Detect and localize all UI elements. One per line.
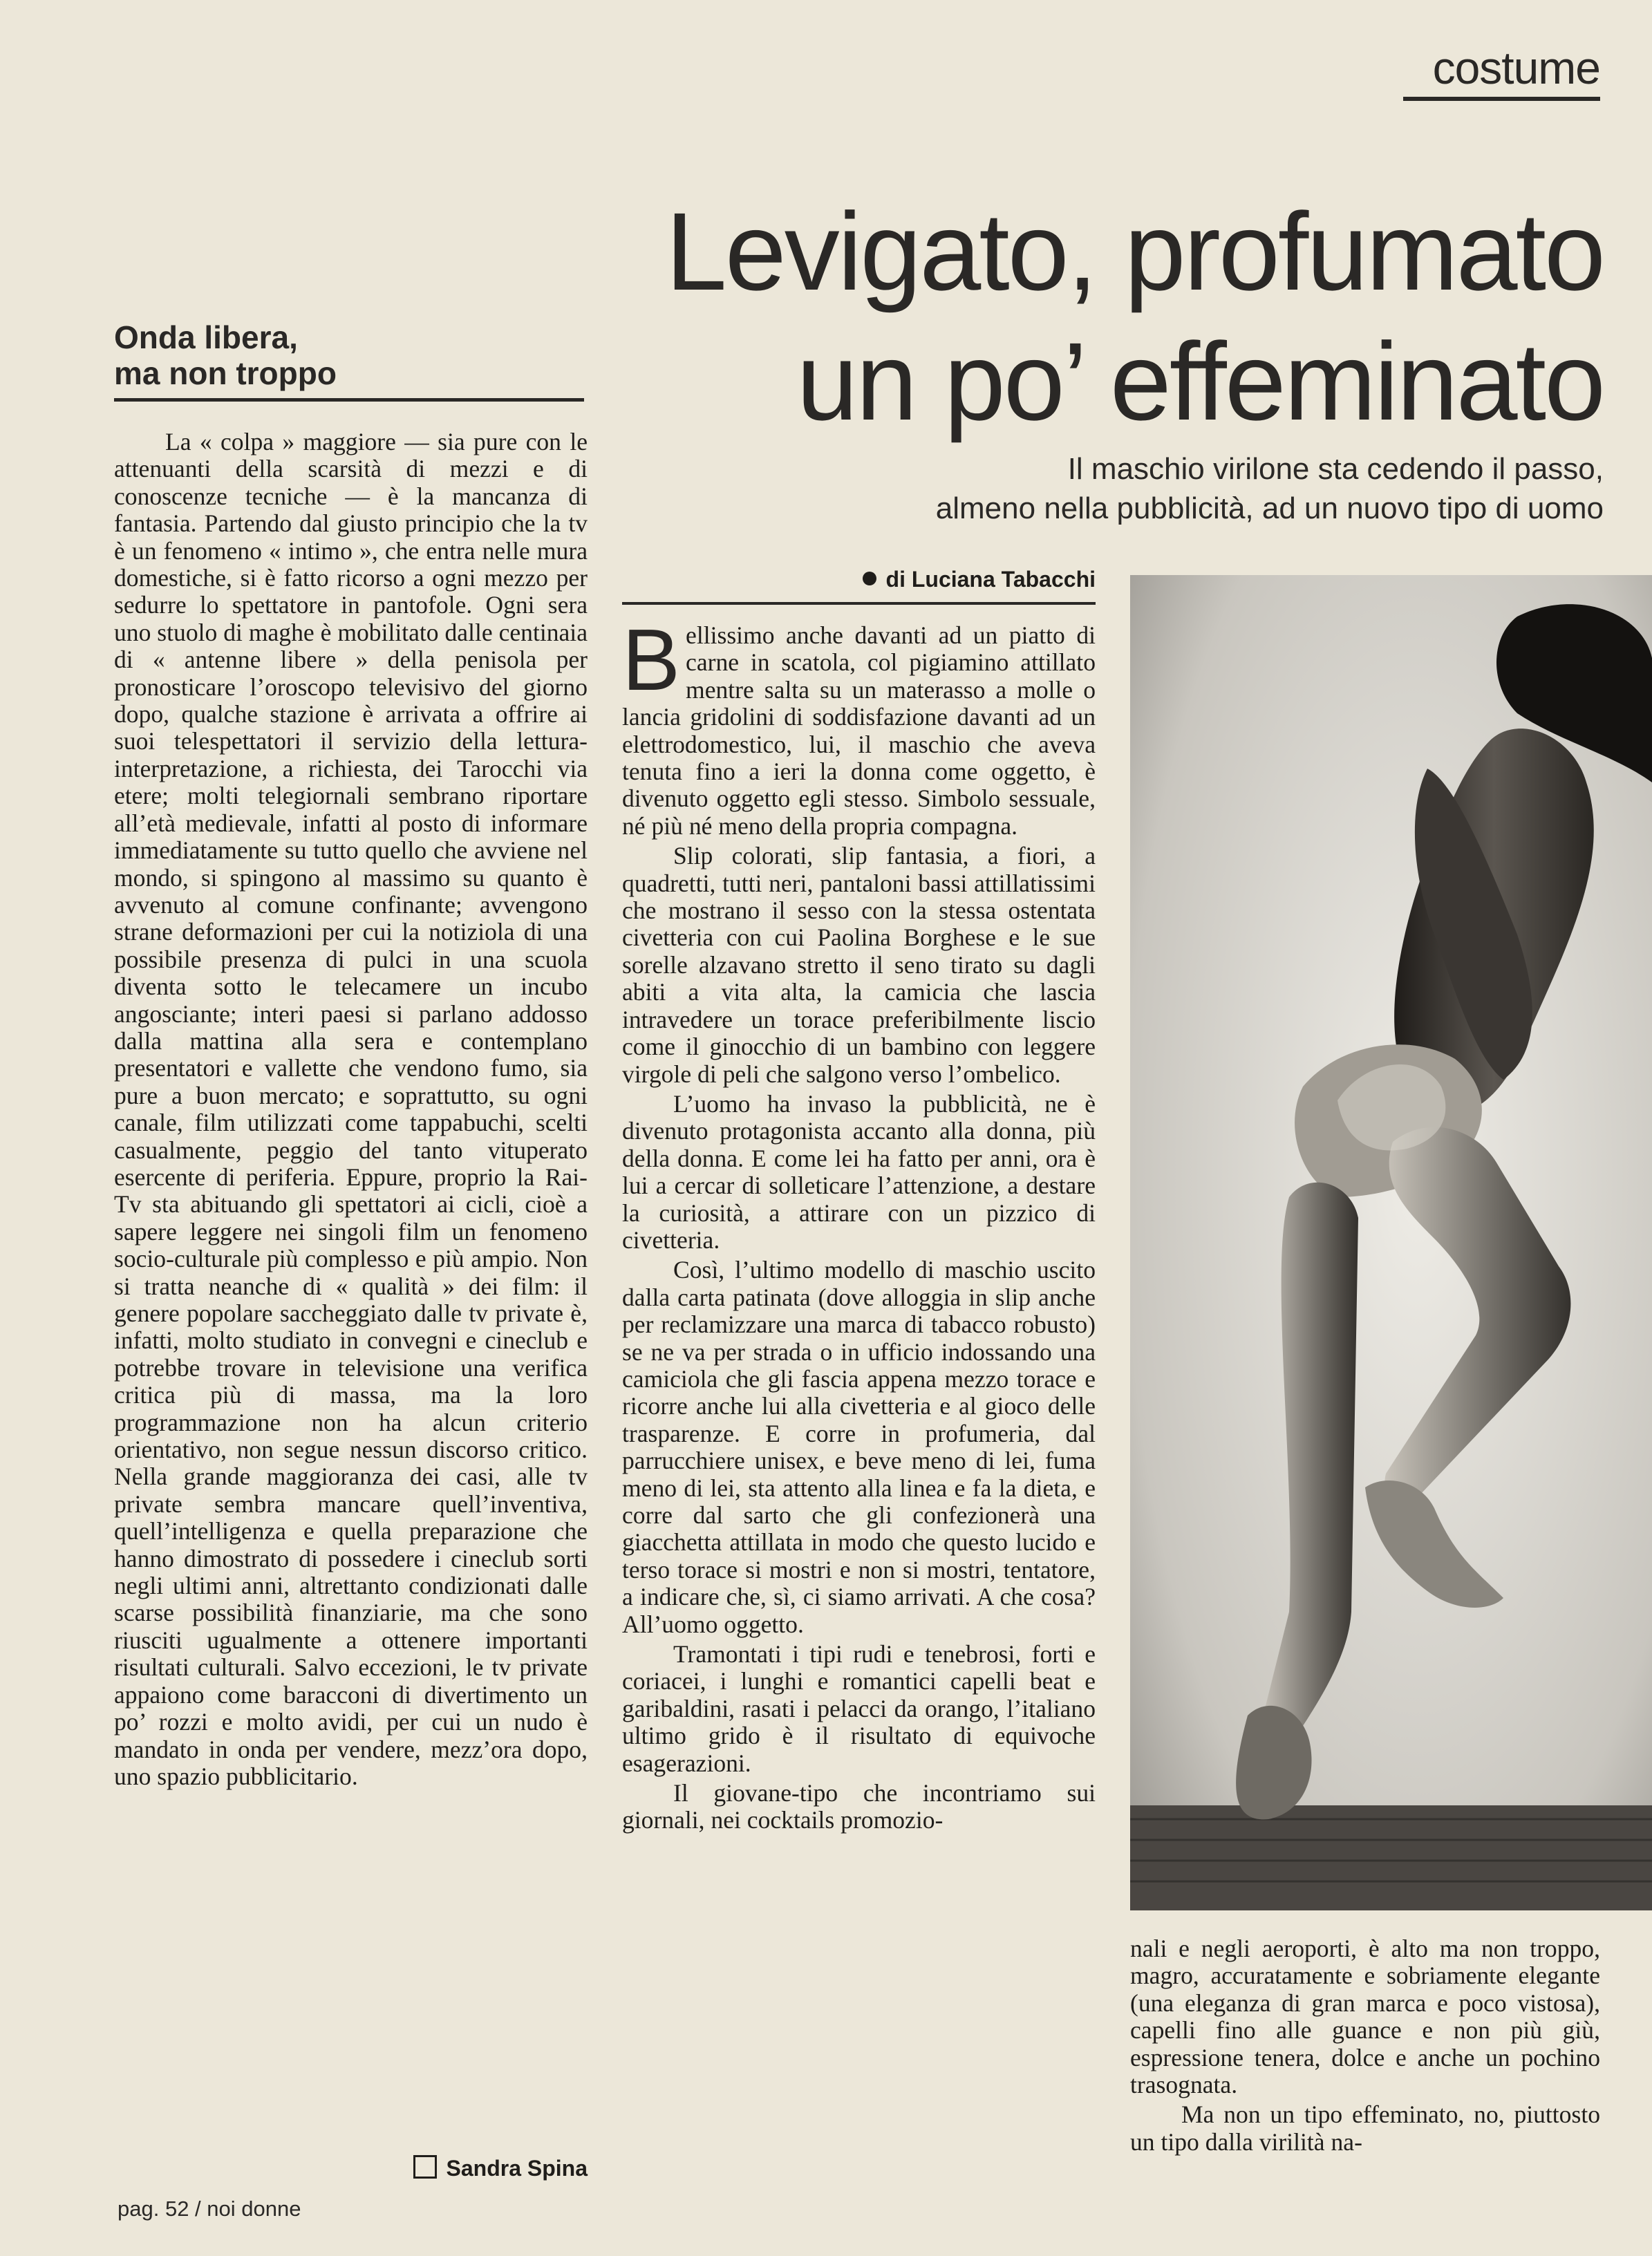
- article-paragraph: Tramontati i tipi rudi e tenebrosi, forti e coriacei, i lunghi e romantici capelli beat e garibaldini, rasati i pelacci da orango, l’italiano ultimo grido è il risultato di equivoche esagerazioni.: [622, 1640, 1096, 1777]
- article-column-continued: [1130, 1935, 1600, 2156]
- byline-text: di Luciana Tabacchi: [885, 567, 1096, 592]
- headline-line-2: un po’ effeminato: [796, 319, 1604, 443]
- bullet-icon: [863, 572, 876, 585]
- sidebar-signature: [401, 2155, 588, 2181]
- drop-cap: B: [622, 611, 681, 708]
- headline: [608, 187, 1604, 446]
- subhead-line-1: Il maschio virilone sta cedendo il passo,: [1067, 452, 1604, 486]
- square-bullet-icon: [413, 2155, 437, 2179]
- article-paragraph: Ma non un tipo effeminato, no, piuttosto un tipo dalla virilità na-: [1130, 2100, 1600, 2156]
- article-column-main: [622, 611, 1096, 1834]
- photo-illustration: [1130, 575, 1652, 1910]
- signature-text: Sandra Spina: [446, 2156, 588, 2181]
- section-label: costume: [1403, 41, 1600, 101]
- article-paragraph: Il giovane-tipo che incontriamo sui giornali, nei cocktails promozio-: [622, 1779, 1096, 1834]
- article-paragraph: Così, l’ultimo modello di maschio uscito dalla carta patinata (dove alloggia in slip anche per reclamizzare una marca di tabacco robusto) se ne va per strada o in ufficio indossando una camiciola che gli fascia appena mezzo torace e ricorre anche lui alla civetteria e al gioco delle trasparenze. E corre in profumeria, dal parrucchiere unisex, e beve meno di lei, fuma meno di lei, sta attento alla linea e fa la dieta, e corre dal sarto che gli confezionerà una giacchetta attillata in modo che questo lucido e terso torace si mostri e non si mostri, tentatore, a indicare che, sì, ci siamo arrivati. A che cosa? All’uomo oggetto.: [622, 1256, 1096, 1638]
- sidebar-title-line-2: ma non troppo: [114, 355, 337, 391]
- subheadline: [691, 449, 1604, 528]
- sidebar-column: [114, 429, 588, 1790]
- subhead-line-2: almeno nella pubblicità, ad un nuovo tipo di uomo: [935, 491, 1604, 525]
- article-photo: [1130, 575, 1652, 1910]
- sidebar-title-line-1: Onda libera,: [114, 319, 298, 355]
- page-footer: pag. 52 / noi donne: [118, 2197, 301, 2221]
- sidebar-paragraph: La « colpa » maggiore — sia pure con le attenuanti della scarsità di mezzi e di conoscenze tecniche — è la mancanza di fantasia. Partendo dal giusto principio che la tv è un fenomeno « intimo », che entra nelle mura domestiche, si è fatto ricorso a ogni mezzo per sedurre lo spettatore in pantofole. Ogni sera uno stuolo di maghe è mobilitato dalle centinaia di « antenne libere » della penisola per pronosticare l’oroscopo televisivo del giorno dopo, qualche stazione è arrivata a offrire ai suoi telespettatori il servizio della lettura-interpretazione, a richiesta, dei Tarocchi via etere; molti telegiornali sembrano riportare all’età medievale, infatti al posto di informare immediatamente su tutto quello che avviene nel mondo, si spingono al massimo su quanto è avvenuto al comune confinante; avvengono strane deformazioni per cui la notiziola di una possibile presenza di pulci in una scuola diventa sotto le telecamere un incubo angosciante; interi paesi si parlano addosso dalla mattina alla sera e contemplano presentatori e vallette che vendono fumo, sia pure a buon mercato; e soprattutto, su ogni canale, film utilizzati come tappabuchi, scelti casualmente, peggio del tanto vituperato esercente di periferia. Eppure, proprio la Rai-Tv sta abituando gli spettatori ai cicli, cioè a sapere leggere nei singoli film un fenomeno socio-culturale più complesso e più ampio. Non si tratta neanche di « qualità » dei film: il genere popolare saccheggiato dalle tv private è, infatti, molto studiato in convegni e cineclub e potrebbe trovare in televisione una verifica critica più di massa, ma la loro programmazione non ha alcun criterio orientativo, non segue nessun discorso critico. Nella grande maggioranza dei casi, alle tv private sembra mancare quell’inventiva, quell’intelligenza e quella preparazione che hanno dimostrato di possedere i cineclub sorti negli ultimi anni, altrettanto condizionati dalle scarse possibilità finanziarie, ma che sono riusciti ugualmente a ottenere importanti risultati culturali. Salvo eccezioni, le tv private appaiono come baracconi di divertimento un po’ rozzi e molto avidi, per cui un nudo è mandato in onda per vendere, mezz’ora dopo, uno spazio pubblicitario.: [114, 428, 588, 1790]
- article-paragraph: nali e negli aeroporti, è alto ma non troppo, magro, accuratamente e sobriamente elegante (una eleganza di gran marca e poco vistosa), capelli fino alle guance e non più giù, espressione tenera, dolce e anche un pochino trasognata.: [1130, 1935, 1600, 2099]
- article-paragraph-1-text: ellissimo anche davanti ad un piatto di carne in scatola, col pigiamino attillato mentre salta su un materasso a molle o lancia gridolini di soddisfazione davanti ad un elettrodomestico, lui, il maschio che aveva tenuta fino a ieri la donna come oggetto, è divenuto oggetto egli stesso. Simbolo sessuale, né più né meno della propria compagna.: [622, 621, 1096, 840]
- article-paragraph: Slip colorati, slip fantasia, a fiori, a quadretti, tutti neri, pantaloni bassi attillatissimi che mostrano il sesso con la stessa ostentata civetteria con cui Paolina Borghese e le sue sorelle alzavano stretto il seno tirato su dagli abiti a vita alta, la camicia che lascia intravedere un torace preferibilmente liscio come il ginocchio di un bambino con leggere virgole di peli che salgono verso l’ombelico.: [622, 842, 1096, 1088]
- article-paragraph: L’uomo ha invaso la pubblicità, ne è divenuto protagonista accanto alla donna, più della donna. E come lei ha fatto per anni, ora è lui a cercar di solleticare l’attenzione, a destare la curiosità, a attirare con un pizzico di civetteria.: [622, 1089, 1096, 1254]
- byline: [622, 567, 1096, 605]
- headline-line-1: Levigato, profumato: [665, 189, 1604, 313]
- article-paragraph-1: [622, 611, 1096, 840]
- sidebar-title: [114, 319, 584, 402]
